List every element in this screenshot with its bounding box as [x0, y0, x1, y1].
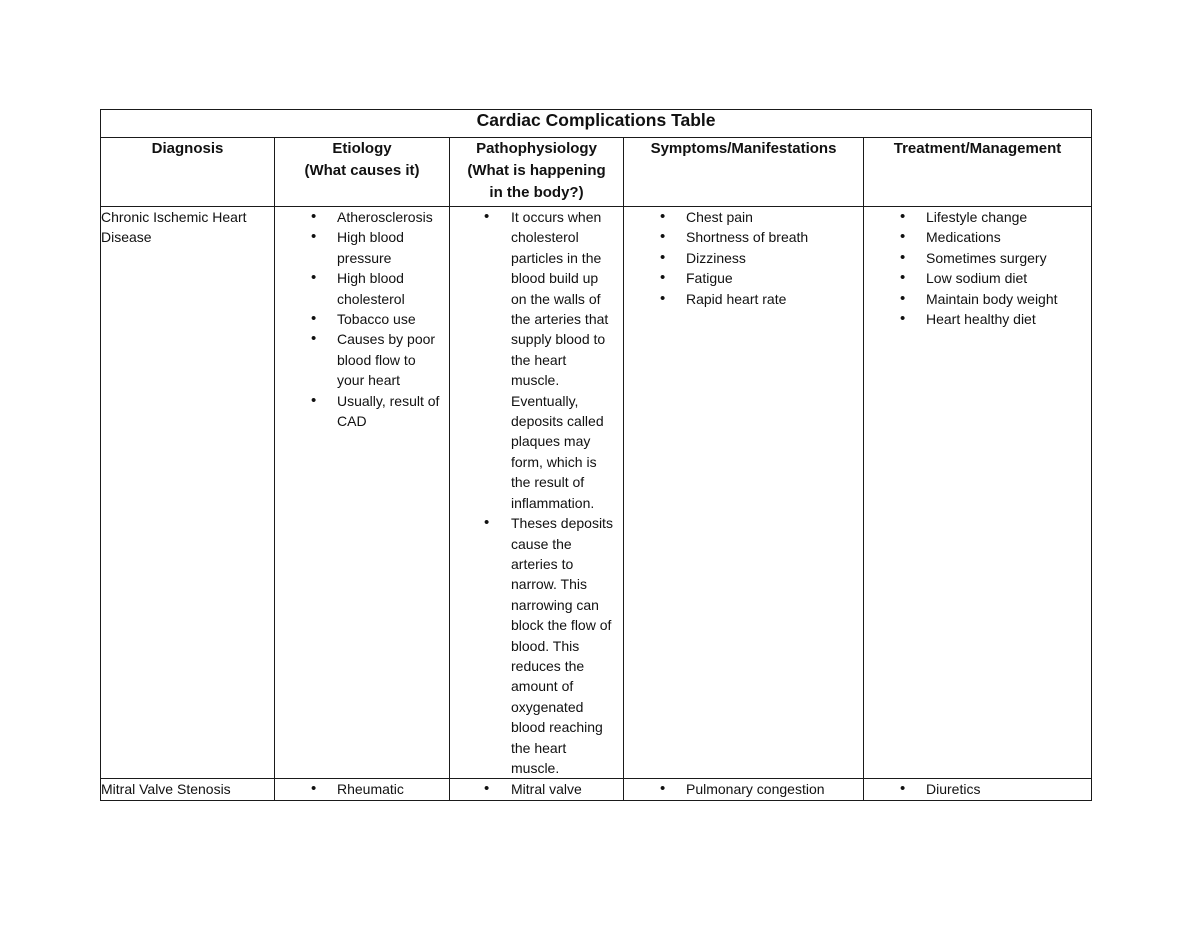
list-item: • Low sodium diet: [926, 268, 1091, 288]
list-item: • High blood cholesterol: [337, 268, 449, 309]
header-treatment-line1: Treatment/Management: [893, 140, 1062, 157]
header-pathophysiology-line2: (What is happening: [467, 162, 606, 179]
etiology-cell: [275, 779, 450, 800]
diagnosis-text: Mitral Valve Stenosis: [101, 781, 231, 798]
list-item: • Atherosclerosis: [337, 207, 449, 227]
table-row: [101, 207, 1092, 779]
list-item: • Mitral valve: [511, 779, 623, 799]
header-diagnosis: [101, 138, 275, 207]
pathophysiology-list: [511, 207, 623, 778]
pathophysiology-cell: [450, 779, 624, 800]
diagnosis-cell: [101, 779, 275, 800]
etiology-list: [337, 779, 449, 799]
list-item: • Tobacco use: [337, 309, 449, 329]
header-treatment: [864, 138, 1092, 207]
header-diagnosis-line1: Diagnosis: [151, 140, 224, 157]
symptoms-list: [686, 779, 863, 799]
header-symptoms: [624, 138, 864, 207]
treatment-list: [926, 207, 1091, 329]
diagnosis-text: Chronic Ischemic Heart Disease: [101, 209, 247, 246]
list-item: • High blood pressure: [337, 227, 449, 268]
treatment-list: [926, 779, 1091, 799]
pathophysiology-list: [511, 779, 623, 799]
treatment-cell: [864, 207, 1092, 779]
header-pathophysiology: [450, 138, 624, 207]
cardiac-complications-table: [100, 109, 1092, 801]
list-item: • Chest pain: [686, 207, 863, 227]
header-etiology: [275, 138, 450, 207]
list-item: • Usually, result of CAD: [337, 391, 449, 432]
header-etiology-line1: Etiology: [332, 140, 392, 157]
table-header-row: [101, 138, 1092, 207]
etiology-list: [337, 207, 449, 431]
pathophysiology-cell: [450, 207, 624, 779]
header-pathophysiology-line3: in the body?): [489, 184, 584, 201]
list-item: • Lifestyle change: [926, 207, 1091, 227]
symptoms-cell: [624, 207, 864, 779]
symptoms-cell: [624, 779, 864, 800]
list-item: • Heart healthy diet: [926, 309, 1091, 329]
list-item: • Diuretics: [926, 779, 1091, 799]
list-item: • It occurs when cholesterol particles in the blood build up on the walls of the arteries that supply blood to the heart muscle. Eventually, deposits called plaques may form, which is the result of inflammation.: [511, 207, 623, 513]
symptoms-list: [686, 207, 863, 309]
list-item: • Rheumatic: [337, 779, 449, 799]
list-item: • Medications: [926, 227, 1091, 247]
header-symptoms-line1: Symptoms/Manifestations: [650, 140, 837, 157]
list-item: • Shortness of breath: [686, 227, 863, 247]
etiology-cell: [275, 207, 450, 779]
header-etiology-line2: (What causes it): [304, 162, 420, 179]
list-item: • Pulmonary congestion: [686, 779, 863, 799]
table-row: [101, 779, 1092, 800]
list-item: • Causes by poor blood flow to your heart: [337, 329, 449, 390]
diagnosis-cell: [101, 207, 275, 779]
list-item: • Fatigue: [686, 268, 863, 288]
list-item: • Maintain body weight: [926, 289, 1091, 309]
table-title-row: [101, 110, 1092, 138]
list-item: • Dizziness: [686, 248, 863, 268]
list-item: • Theses deposits cause the arteries to narrow. This narrowing can block the flow of blood. This reduces the amount of oxygenated blood reaching the heart muscle.: [511, 513, 623, 778]
table-title: Cardiac Complications Table: [101, 110, 1092, 138]
header-pathophysiology-line1: Pathophysiology: [476, 140, 597, 157]
list-item: • Sometimes surgery: [926, 248, 1091, 268]
treatment-cell: [864, 779, 1092, 800]
list-item: • Rapid heart rate: [686, 289, 863, 309]
